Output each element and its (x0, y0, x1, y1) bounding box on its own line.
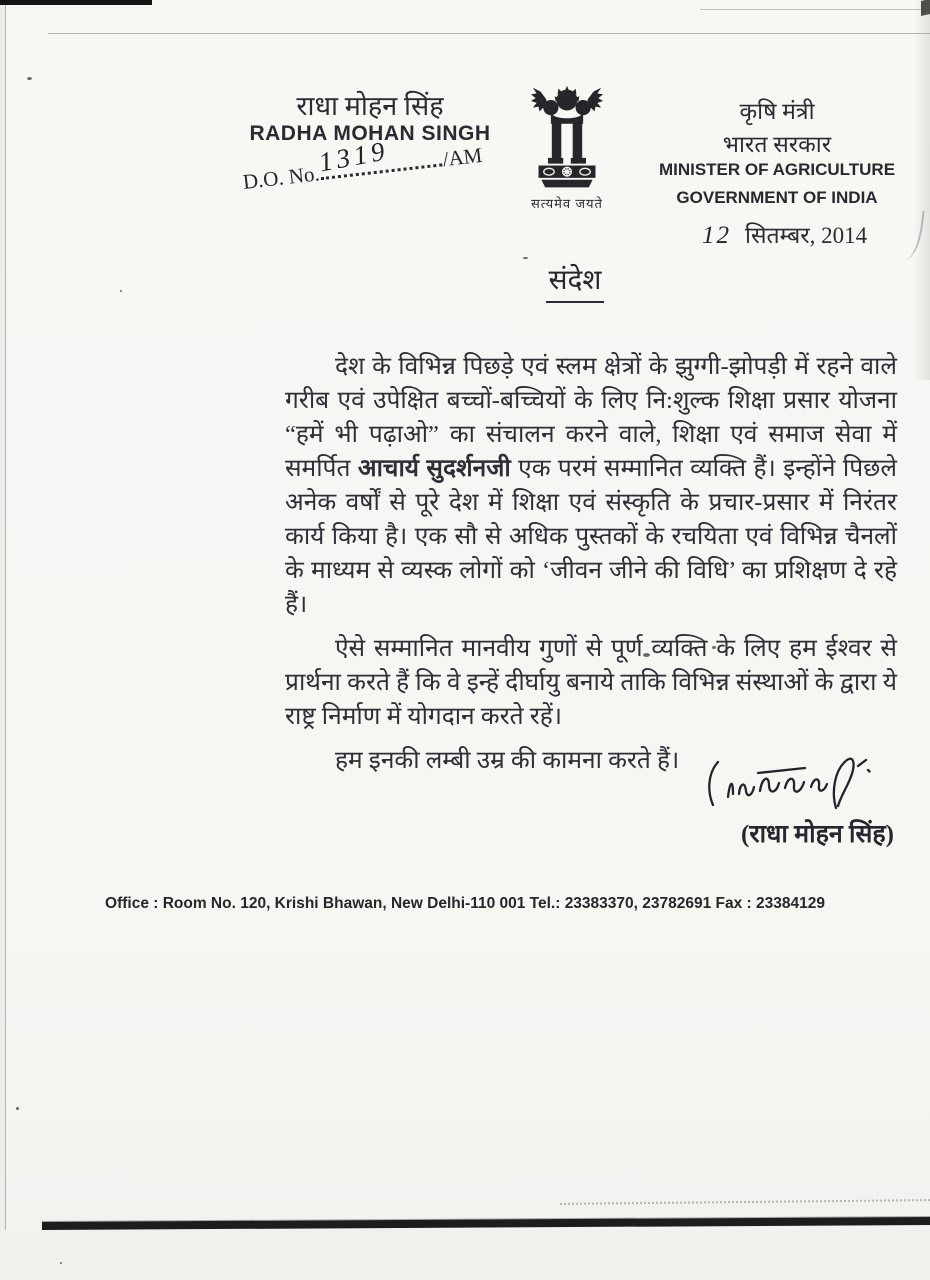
scan-crease-line (700, 9, 930, 10)
government-english: GOVERNMENT OF INDIA (676, 188, 878, 207)
scan-speck (60, 1262, 62, 1264)
scan-speck (523, 257, 528, 259)
do-number-line (241, 135, 484, 195)
handwritten-do-number: 1319 (316, 135, 391, 178)
letter-heading: संदेश (546, 260, 605, 303)
paragraph-2: ऐसे सम्मानित मानवीय गुणों से पूर्ण व्यक्ति के लिए हम ईश्वर से प्रार्थना करते हैं कि वे इन्हें दीर्घायु बनाये ताकि विभिन्न संस्थाओं के द्वारा ये राष्ट्र निर्माण में योगदान करते रहें। (285, 635, 897, 730)
scan-bottom-edge-bar (42, 1217, 930, 1230)
paragraph-1 (285, 350, 897, 622)
scan-top-strip (0, 0, 152, 5)
handwritten-date-day: 12 (702, 222, 731, 249)
scan-right-shade (914, 0, 930, 380)
minister-title-english: MINISTER OF AGRICULTURE (658, 160, 896, 179)
scan-speck (16, 1107, 19, 1110)
handwritten-signature (703, 753, 881, 817)
scan-left-edge-line (5, 0, 6, 1280)
date-month-year: सितम्बर, 2014 (745, 223, 868, 248)
minister-name-hindi: राधा मोहन सिंह (296, 91, 444, 121)
minister-name-english: RADHA MOHAN SINGH (249, 122, 491, 145)
letter-date (702, 218, 912, 250)
scan-speck (120, 290, 122, 292)
letter-heading-wrap (285, 260, 865, 303)
scan-crease-line (48, 33, 930, 34)
letter-body (285, 350, 897, 778)
ashoka-emblem-icon (519, 82, 615, 194)
paragraph-1-text: देश के विभिन्न पिछड़े एवं स्लम क्षेत्रों के झुग्गी-झोपड़ी में रहने वाले गरीब एवं उपेक्षित बच्चों-बच्चियों के लिए नि:शुल्क शिक्षा प्रसार योजना “हमें भी पढ़ाओ” का संचालन करने वाले, शिक्षा एवं समाज सेवा में समर्पित (285, 353, 897, 482)
scan-dust (560, 1199, 930, 1207)
do-suffix: /AM (441, 142, 484, 172)
scan-speck (27, 77, 32, 80)
emblem-motto: सत्यमेव जयते (531, 196, 603, 211)
office-address-line: Office : Room No. 120, Krishi Bhawan, New Delhi-110 001 Tel.: 23383370, 23782691 Fax : 23384129 (105, 895, 825, 912)
do-label: D.O. No. (241, 161, 321, 194)
paragraph-1-text-cont: एक परमं सम्मानित व्यक्ति हैं। इन्होंने पिछले अनेक वर्षों से पूरे देश में शिक्षा एवं संस्कृति के प्रचार-प्रसार में निरंतर कार्य किया है। एक सौ से अधिक पुस्तकों के रचयिता एवं विभिन्न चैनलों के माध्यम से व्यस्क लोगों को ‘जीवन जीने की विधि’ का प्रशिक्षण दे रहे हैं। (285, 455, 897, 618)
signatory-name: (राधा मोहन सिंह) (741, 821, 894, 848)
government-hindi: भारत सरकार (722, 132, 832, 157)
paragraph-3: हम इनकी लम्बी उम्र की कामना करते हैं। (335, 747, 680, 774)
scan-bottom-margin (0, 1230, 930, 1280)
paragraph-1-bold-name: आचार्य सुदर्शनजी (357, 455, 511, 482)
minister-title-hindi: कृषि मंत्री (739, 99, 815, 124)
